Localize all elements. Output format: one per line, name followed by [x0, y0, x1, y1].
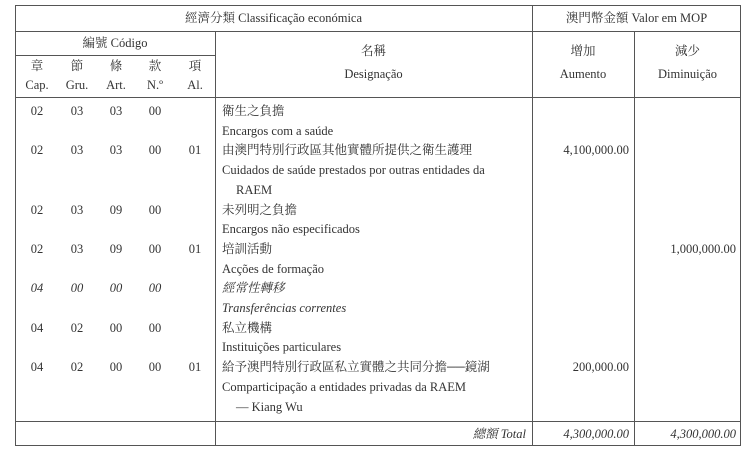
- code-art: 03: [109, 104, 123, 118]
- designation-pt-text: Acções de formação: [222, 261, 325, 276]
- designation-zh-text: 由澳門特別行政區其他實體所提供之衛生護理: [222, 143, 473, 158]
- designation-zh-text: 衛生之負擔: [222, 104, 285, 118]
- designation-zh-text: 給予澳門特別行政區私立實體之共同分擔──鏡湖: [222, 360, 490, 375]
- code-cap: 02: [30, 202, 44, 217]
- code-cap: 04: [30, 360, 44, 375]
- rule: [215, 31, 216, 446]
- col-num-zh: 款: [148, 59, 162, 73]
- designation-zh-text: 經常性轉移: [222, 281, 285, 296]
- code-num: 00: [148, 143, 162, 158]
- designation-zh-text: 私立機構: [222, 320, 273, 335]
- amount-heading: 澳門幣金額 Valor em MOP: [565, 11, 708, 25]
- code-num: 00: [148, 281, 162, 296]
- code-gru: 00: [70, 281, 84, 296]
- code-gru: 02: [70, 360, 84, 375]
- code-art: 09: [109, 241, 123, 256]
- designation-pt-text: Cuidados de saúde prestados por outras entidades da: [222, 163, 485, 178]
- code-group-heading: 編號 Código: [82, 36, 148, 50]
- code-gru: 02: [70, 320, 84, 335]
- code-art: 00: [109, 360, 123, 375]
- code-num: 00: [148, 241, 162, 256]
- rule: [15, 55, 215, 56]
- code-cap: 02: [30, 143, 44, 158]
- col-al-pt: Al.: [187, 78, 203, 92]
- designation-pt-text: — Kiang Wu: [236, 399, 303, 414]
- code-art: 00: [109, 281, 123, 296]
- designation-pt-text: Encargos com a saúde: [222, 123, 334, 138]
- code-art: 00: [109, 320, 123, 335]
- col-gru-zh: 節: [70, 59, 84, 73]
- designation-zh: 名稱: [360, 44, 386, 58]
- designation-zh-text: 未列明之負擔: [222, 202, 298, 217]
- code-art: 03: [109, 143, 123, 158]
- code-num: 00: [148, 320, 162, 335]
- col-art-pt: Art.: [106, 78, 126, 92]
- code-art: 09: [109, 202, 123, 217]
- code-gru: 03: [70, 143, 84, 158]
- increase-value: 200,000.00: [572, 360, 629, 375]
- code-cap: 02: [30, 104, 44, 118]
- col-art-zh: 條: [109, 59, 123, 73]
- code-gru: 03: [70, 202, 84, 217]
- designation-zh-text: 培訓活動: [222, 241, 273, 256]
- total-label: 總額 Total: [472, 427, 526, 441]
- increase-zh: 增加: [570, 44, 596, 58]
- increase-value: 4,100,000.00: [563, 143, 629, 158]
- rule: [15, 421, 741, 422]
- code-gru: 03: [70, 104, 84, 118]
- increase-pt: Aumento: [559, 67, 607, 81]
- rule: [634, 31, 635, 446]
- decrease-value: 1,000,000.00: [670, 241, 736, 256]
- designation-pt-text: RAEM: [236, 182, 273, 197]
- total-increase: 4,300,000.00: [563, 427, 629, 441]
- designation-pt-text: Transferências correntes: [222, 301, 347, 315]
- designation-pt-text: Instituições particulares: [222, 340, 342, 355]
- total-decrease: 4,300,000.00: [670, 427, 736, 441]
- decrease-zh: 減少: [674, 44, 700, 58]
- code-al: 01: [188, 241, 202, 256]
- rule: [15, 31, 741, 32]
- designation-pt-text: Comparticipação a entidades privadas da RAEM: [222, 379, 467, 394]
- designation-pt: Designação: [344, 67, 403, 81]
- code-cap: 04: [30, 320, 44, 335]
- code-cap: 02: [30, 241, 44, 256]
- code-gru: 03: [70, 241, 84, 256]
- col-num-pt: N.º: [146, 78, 164, 92]
- decrease-pt: Diminuição: [657, 67, 717, 81]
- code-num: 00: [148, 360, 162, 375]
- col-cap-zh: 章: [30, 59, 44, 73]
- rule: [15, 97, 741, 98]
- code-cap: 04: [30, 281, 44, 296]
- classification-heading: 經濟分類 Classificação económica: [184, 11, 363, 25]
- designation-pt-text: Encargos não especificados: [222, 222, 360, 237]
- code-num: 00: [148, 104, 162, 118]
- col-gru-pt: Gru.: [65, 78, 89, 92]
- code-al: 01: [188, 360, 202, 375]
- code-al: 01: [188, 143, 202, 158]
- col-cap-pt: Cap.: [25, 78, 49, 92]
- col-al-zh: 項: [188, 59, 202, 73]
- code-num: 00: [148, 202, 162, 217]
